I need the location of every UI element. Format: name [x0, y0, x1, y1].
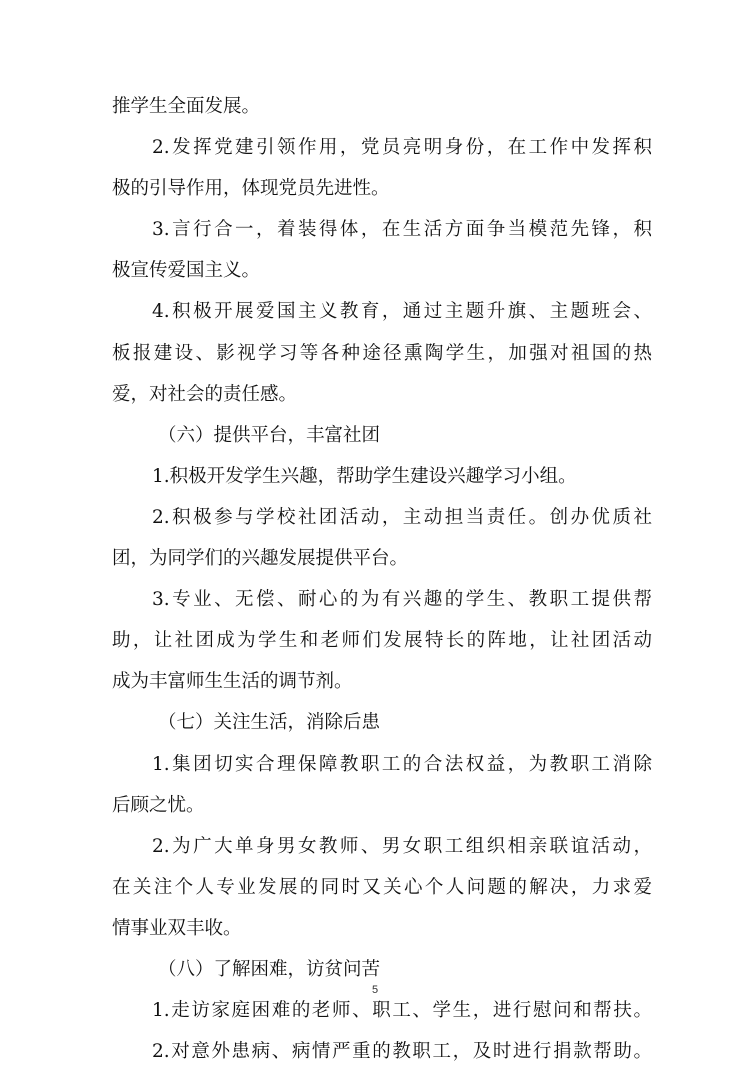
paragraph-line: 4.积极开展爱国主义教育，通过主题升旗、主题班会、: [152, 301, 652, 323]
paragraph-line: 后顾之忧。: [112, 794, 205, 816]
section-heading: （八）了解困难，访贫问苦: [158, 958, 381, 980]
paragraph-line: 板报建设、影视学习等各种途径熏陶学生，加强对祖国的热: [112, 342, 652, 364]
paragraph-line: 情事业双丰收。: [112, 917, 242, 939]
paragraph-line: 极宣传爱国主义。: [112, 260, 261, 282]
paragraph-line: 团，为同学们的兴趣发展提供平台。: [112, 548, 409, 570]
paragraph-line: 爱，对社会的责任感。: [112, 383, 298, 405]
paragraph-line: 推学生全面发展。: [112, 96, 261, 117]
paragraph-line: 助，让社团成为学生和老师们发展特长的阵地，让社团活动: [112, 630, 652, 652]
paragraph-line: 极的引导作用，体现党员先进性。: [112, 178, 390, 200]
paragraph-line: 1.走访家庭困难的老师、职工、学生，进行慰问和帮扶。: [152, 1000, 652, 1022]
page-number: 5: [371, 984, 379, 996]
paragraph-line: 在关注个人专业发展的同时又关心个人问题的解决，力求爱: [112, 876, 652, 898]
body-text: [112, 86, 652, 1072]
paragraph-line: 1.集团切实合理保障教职工的合法权益，为教职工消除: [152, 753, 652, 775]
paragraph-line: 2.发挥党建引领作用，党员亮明身份，在工作中发挥积: [152, 137, 652, 159]
paragraph-line: 3.专业、无偿、耐心的为有兴趣的学生、教职工提供帮: [152, 589, 652, 611]
paragraph-line: 3.言行合一，着装得体，在生活方面争当模范先锋，积: [152, 219, 652, 241]
paragraph-line: 2.对意外患病、病情严重的教职工，及时进行捐款帮助。: [152, 1041, 652, 1063]
paragraph-line: 2.积极参与学校社团活动，主动担当责任。创办优质社: [152, 506, 652, 528]
paragraph-line: 2.为广大单身男女教师、男女职工组织相亲联谊活动，: [152, 835, 652, 857]
paragraph-line: 成为丰富师生生活的调节剂。: [112, 671, 353, 693]
section-heading: （六）提供平台，丰富社团: [158, 424, 381, 446]
section-heading: （七）关注生活，消除后患: [158, 712, 381, 734]
paragraph-line: 1.积极开发学生兴趣，帮助学生建设兴趣学习小组。: [152, 465, 577, 487]
